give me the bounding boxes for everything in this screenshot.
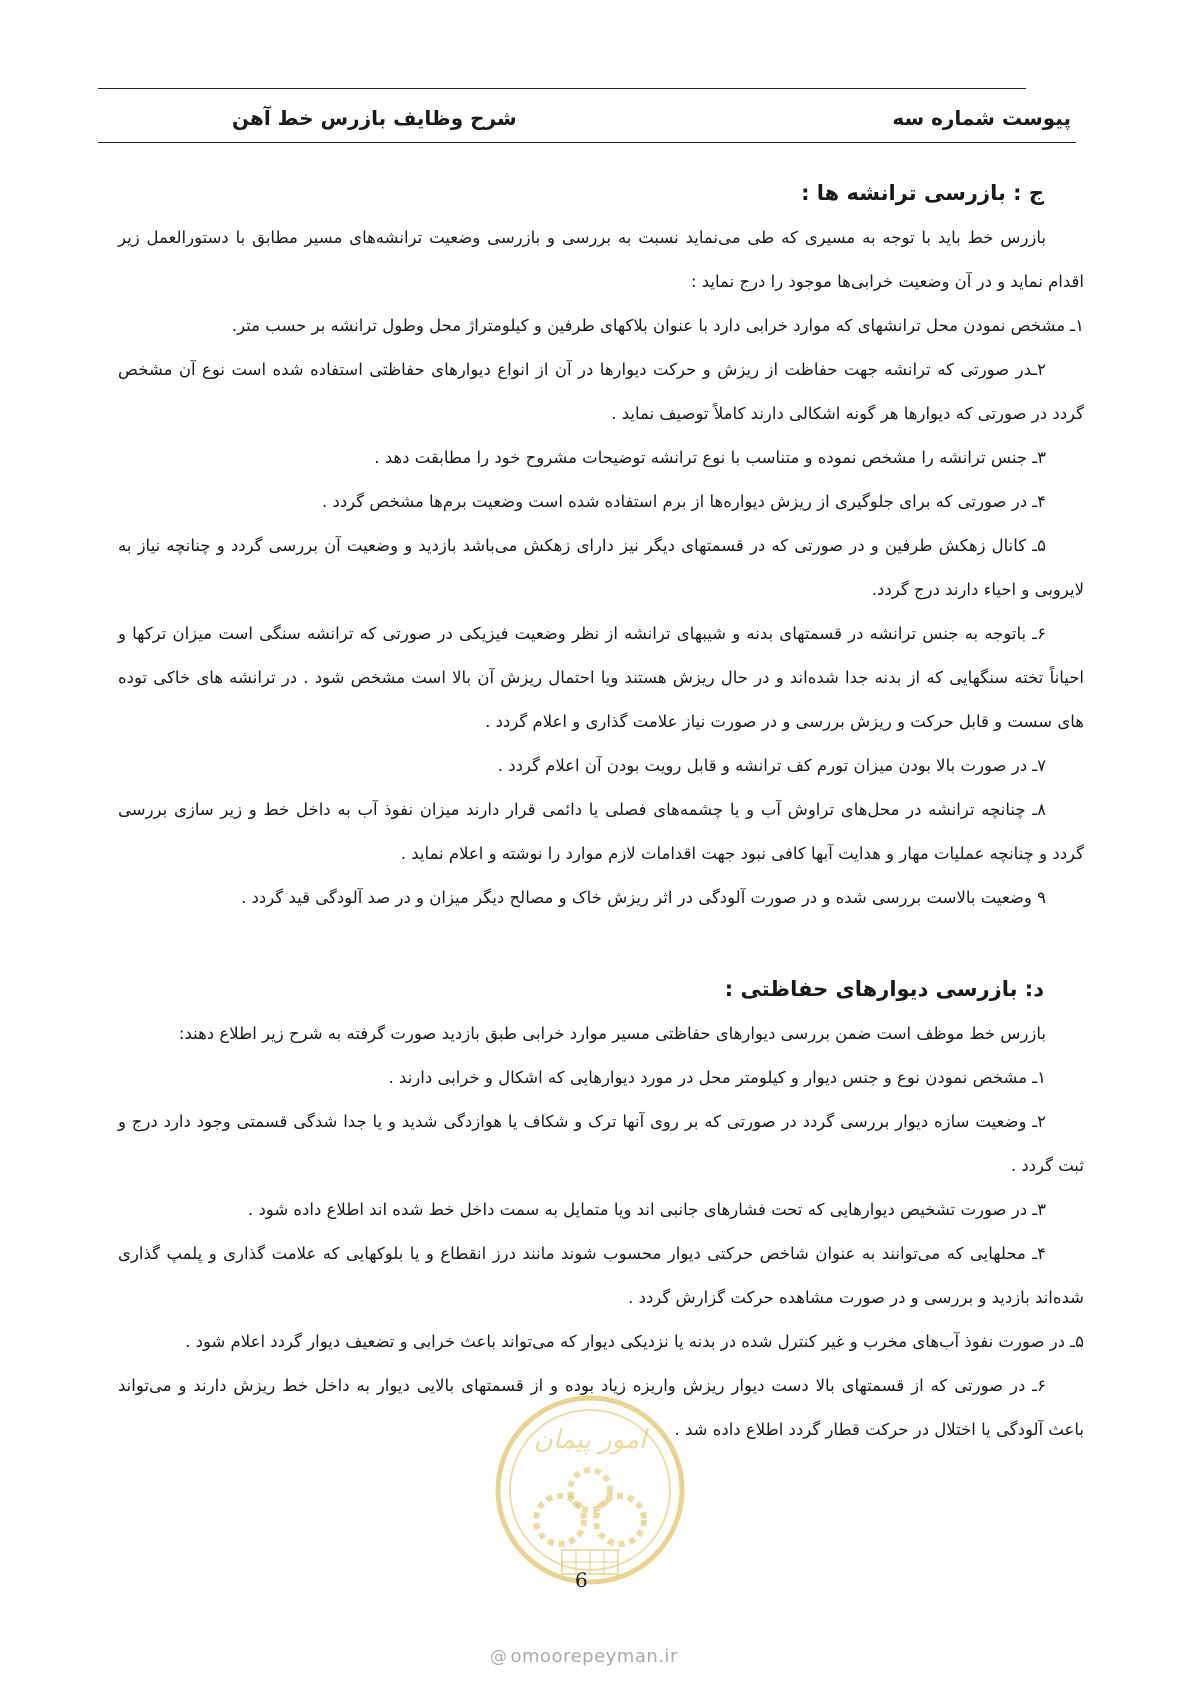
section-c-item-3: ۳ـ جنس ترانشه را مشخص نموده و متناسب با نوع ترانشه توضیحات مشروح خود را مطابقت دهد . (374, 448, 1046, 467)
section-d-item-2: ۲ـ وضعیت سازه دیوار بررسی گردد در صورتی که بر روی آنها ترک و شکاف یا هوازدگی شدید و یا جدا شدگی قسمتی وجود دارد درج و ثبت گردد . (118, 1112, 1084, 1175)
section-d-item-5: ۵ـ در صورت نفوذ آب‌های مخرب و غیر کنترل شده در بدنه یا نزدیکی دیوار که می‌تواند باعث خرابی و تضعیف دیوار گردد اعلام شود . (185, 1332, 1084, 1351)
header-top-rule (98, 88, 1026, 89)
section-c-intro: بازرس خط باید با توجه به مسیری که طی می‌نماید نسبت به بررسی و بازرسی وضعیت ترانشه‌های مسیر مطابق با دستورالعمل زیر اقدام نماید و در آن وضعیت خرابی‌ها موجود را درج نماید : (118, 228, 1084, 291)
section-c-item-9: ۹ وضعیت بالاست بررسی شده و در صورت آلودگی در اثر ریزش خاک و مصالح دیگر میزان و در صد آلودگی قید گردد . (241, 888, 1046, 907)
section-d-item-3: ۳ـ در صورت تشخیص دیوارهایی که تحت فشارهای جانبی اند ویا متمایل به سمت داخل خط شده اند اطلاع داده شود . (247, 1200, 1046, 1219)
watermark-site (490, 1646, 678, 1667)
section-c-title: ج : بازرسی ترانشه ها : (801, 181, 1044, 205)
section-c-item-7: ۷ـ در صورت بالا بودن میزان تورم کف ترانشه و قابل رویت بودن آن اعلام گردد . (497, 756, 1046, 775)
document-body (118, 170, 1084, 1452)
section-d-item-6: ۶ـ در صورتی که از قسمتهای بالا دست دیوار ریزش واریزه زیاد بوده و از قسمتهای بالایی دیوار به داخل خط ریزش دارند و می‌تواند باعث آلودگی یا اختلال در حرکت قطار گردد اطلاع داده شد . (118, 1376, 1084, 1439)
at-icon: @ (490, 1647, 508, 1667)
section-d-item-4: ۴ـ محلهایی که می‌توانند به عنوان شاخص حرکتی دیوار محسوب شوند مانند درز انقطاع و یا بلوکهایی که علامت گذاری و پلمپ گذاری شده‌اند بازدید و بررسی و در صورت مشاهده حرکت گزارش گردد . (118, 1244, 1084, 1307)
section-d-title: د: بازرسی دیوارهای حفاظتی : (724, 977, 1044, 1001)
header-bottom-rule (98, 142, 1076, 143)
page-number: 6 (575, 1568, 588, 1592)
section-c-item-1: ۱ـ مشخص نمودن محل ترانشهای که موارد خرابی دارد با عنوان بلاکهای طرفین و کیلومتراژ محل وطول ترانشه بر حسب متر. (231, 316, 1084, 335)
section-c-item-5: ۵ـ کانال زهکش طرفین و در صورتی که در قسمتهای دیگر نیز دارای زهکش می‌باشد بازدید و وضعیت آن بررسی گردد و چنانچه نیاز به لایروبی و احیاء دارند درج گردد. (118, 536, 1084, 599)
section-c-item-4: ۴ـ در صورتی که برای جلوگیری از ریزش دیواره‌ها از برم استفاده شده است وضعیت برم‌ها مشخص گردد . (321, 492, 1046, 511)
section-c-item-2: ۲ـدر صورتی که ترانشه جهت حفاظت از ریزش و حرکت دیوارها در آن از انواع دیوارهای حفاظتی استفاده شده است نوع آن مشخص گردد در صورتی که دیوارها هر گونه اشکالی دارند کاملاً توصیف نماید . (118, 360, 1084, 423)
section-c-item-8: ۸ـ چنانچه ترانشه در محل‌های تراوش آب و یا چشمه‌های فصلی یا دائمی قرار دارند میزان نفوذ آب به داخل خط و زیر سازی بررسی گردد و چنانچه عملیات مهار و هدایت آبها کافی نبود جهت اقدامات لازم موارد را نوشته و اعلام نماید . (118, 800, 1084, 863)
section-c-item-6: ۶ـ باتوجه به جنس ترانشه در قسمتهای بدنه و شیبهای ترانشه از نظر وضعیت فیزیکی در صورتی که ترانشه سنگی است میزان ترکها و احیاناً تخته سنگهایی که از بدنه جدا شده‌اند و در حال ریزش هستند ویا احتمال ریزش آن بالا است مشخص شود . در ترانشه های خاکی توده های سست و قابل حرکت و ریزش بررسی و در صورت نیاز علامت گذاری و اعلام گردد . (118, 624, 1084, 731)
seal-watermark-icon (490, 1390, 690, 1590)
section-d-intro: بازرس خط موظف است ضمن بررسی دیوارهای حفاظتی مسیر موارد خرابی طبق بازدید صورت گرفته به شرح زیر اطلاع دهند: (178, 1024, 1046, 1043)
document-title: شرح وظایف بازرس خط آهن (232, 106, 517, 130)
seal-text: امور پیمان (533, 1425, 647, 1455)
watermark-site-text: omoorepeyman.ir (510, 1646, 678, 1667)
appendix-label: پیوست شماره سه (892, 106, 1071, 130)
section-d-item-1: ۱ـ مشخص نمودن نوع و جنس دیوار و کیلومتر محل در مورد دیوارهایی که اشکال و خرابی دارند . (388, 1068, 1046, 1087)
